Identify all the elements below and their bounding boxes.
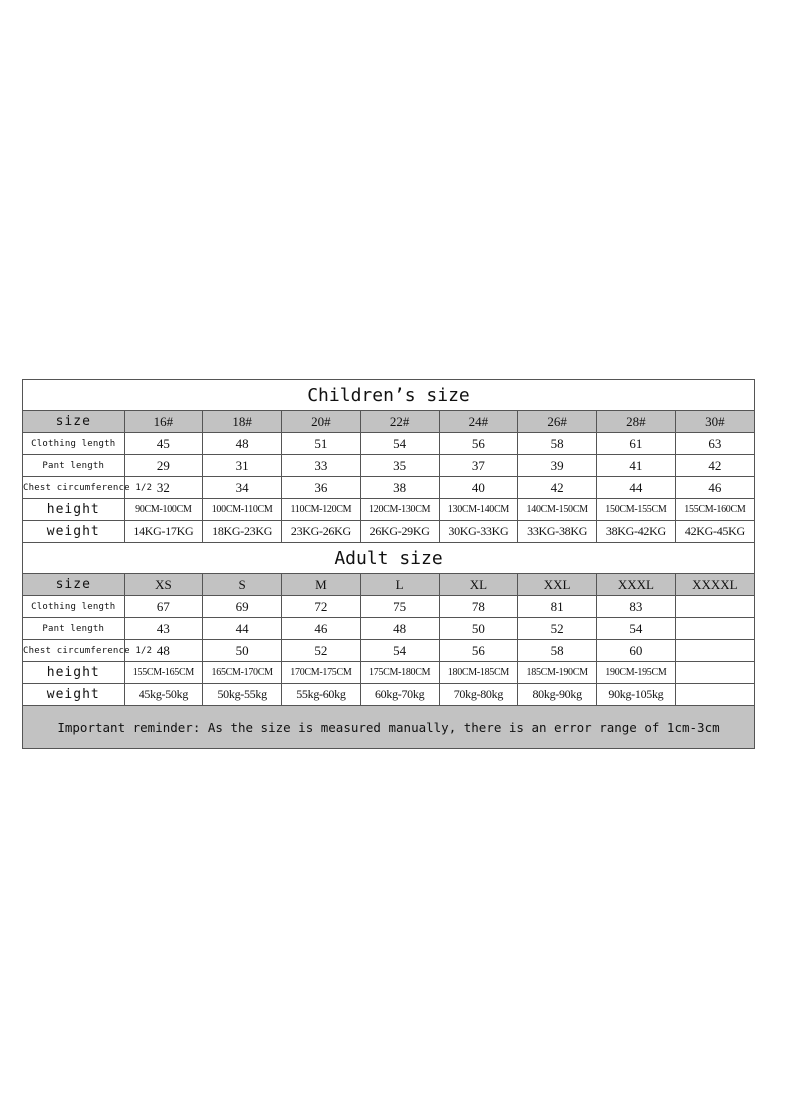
table-cell: 38KG-42KG (597, 521, 676, 543)
row-label: height (23, 499, 124, 521)
table-cell: 180CM-185CM (439, 662, 518, 684)
table-cell: 58 (518, 433, 597, 455)
table-cell: 155CM-165CM (124, 662, 203, 684)
table-cell: 51 (282, 433, 361, 455)
adult-size-table (23, 574, 754, 706)
table-cell: 90kg-105kg (597, 684, 676, 706)
header-row (23, 574, 754, 596)
table-row (23, 684, 754, 706)
table-row (23, 477, 754, 499)
table-cell: 45kg-50kg (124, 684, 203, 706)
table-cell (675, 662, 754, 684)
table-cell: 34 (203, 477, 282, 499)
table-cell: 58 (518, 640, 597, 662)
table-cell: 50kg-55kg (203, 684, 282, 706)
table-cell: 175CM-180CM (360, 662, 439, 684)
table-cell: 165CM-170CM (203, 662, 282, 684)
row-label: height (23, 662, 124, 684)
table-cell: 70kg-80kg (439, 684, 518, 706)
table-cell: 120CM-130CM (360, 499, 439, 521)
table-cell: 56 (439, 640, 518, 662)
size-header-cell: 18# (203, 411, 282, 433)
row-label: Clothing length (23, 596, 124, 618)
table-cell: 83 (597, 596, 676, 618)
table-cell: 33 (282, 455, 361, 477)
table-cell: 63 (675, 433, 754, 455)
table-cell: 48 (360, 618, 439, 640)
row-label: weight (23, 684, 124, 706)
size-label: size (23, 411, 124, 433)
table-cell: 50 (203, 640, 282, 662)
size-header-cell: 30# (675, 411, 754, 433)
table-cell (675, 596, 754, 618)
table-cell: 18KG-23KG (203, 521, 282, 543)
table-cell: 185CM-190CM (518, 662, 597, 684)
table-row (23, 596, 754, 618)
table-cell: 39 (518, 455, 597, 477)
size-header-cell: 22# (360, 411, 439, 433)
row-label: Chest circumference 1/2 (23, 640, 124, 662)
table-cell: 50 (439, 618, 518, 640)
table-row (23, 662, 754, 684)
size-header-cell: XXXXL (675, 574, 754, 596)
table-cell: 41 (597, 455, 676, 477)
table-cell: 61 (597, 433, 676, 455)
table-cell: 54 (360, 640, 439, 662)
table-cell: 26KG-29KG (360, 521, 439, 543)
table-cell: 170CM-175CM (282, 662, 361, 684)
table-cell: 45 (124, 433, 203, 455)
table-cell: 38 (360, 477, 439, 499)
table-cell: 150CM-155CM (597, 499, 676, 521)
table-cell: 78 (439, 596, 518, 618)
table-cell: 46 (675, 477, 754, 499)
table-cell: 140CM-150CM (518, 499, 597, 521)
table-cell: 43 (124, 618, 203, 640)
table-cell: 40 (439, 477, 518, 499)
adult-size-title: Adult size (23, 543, 754, 574)
table-cell: 31 (203, 455, 282, 477)
row-label: Pant length (23, 455, 124, 477)
table-cell: 44 (203, 618, 282, 640)
table-cell: 75 (360, 596, 439, 618)
table-cell: 100CM-110CM (203, 499, 282, 521)
size-header-cell: XL (439, 574, 518, 596)
important-reminder: Important reminder: As the size is measured manually, there is an error range of 1cm-3cm (23, 706, 754, 748)
size-header-cell: XXL (518, 574, 597, 596)
children-size-table (23, 411, 754, 543)
table-cell: 46 (282, 618, 361, 640)
table-cell: 60kg-70kg (360, 684, 439, 706)
size-header-cell: 16# (124, 411, 203, 433)
table-cell: 42 (518, 477, 597, 499)
children-size-title: Children’s size (23, 380, 754, 411)
table-cell: 190CM-195CM (597, 662, 676, 684)
table-cell: 81 (518, 596, 597, 618)
row-label: Clothing length (23, 433, 124, 455)
size-chart (22, 379, 755, 749)
table-cell: 130CM-140CM (439, 499, 518, 521)
table-cell: 35 (360, 455, 439, 477)
size-header-cell: XS (124, 574, 203, 596)
size-header-cell: S (203, 574, 282, 596)
size-header-cell: M (282, 574, 361, 596)
table-cell: 30KG-33KG (439, 521, 518, 543)
table-cell: 29 (124, 455, 203, 477)
size-header-cell: 24# (439, 411, 518, 433)
row-label: Pant length (23, 618, 124, 640)
table-cell: 155CM-160CM (675, 499, 754, 521)
row-label: weight (23, 521, 124, 543)
table-cell: 32 (124, 477, 203, 499)
header-row (23, 411, 754, 433)
table-row (23, 618, 754, 640)
size-header-cell: 28# (597, 411, 676, 433)
table-cell: 44 (597, 477, 676, 499)
table-cell: 48 (203, 433, 282, 455)
table-cell: 14KG-17KG (124, 521, 203, 543)
table-cell: 36 (282, 477, 361, 499)
row-label: Chest circumference 1/2 (23, 477, 124, 499)
table-row (23, 455, 754, 477)
table-row (23, 640, 754, 662)
table-cell: 54 (597, 618, 676, 640)
table-cell (675, 618, 754, 640)
table-cell: 23KG-26KG (282, 521, 361, 543)
table-cell: 42 (675, 455, 754, 477)
table-cell: 80kg-90kg (518, 684, 597, 706)
table-cell: 54 (360, 433, 439, 455)
table-cell: 42KG-45KG (675, 521, 754, 543)
table-row (23, 521, 754, 543)
table-cell: 90CM-100CM (124, 499, 203, 521)
table-cell: 67 (124, 596, 203, 618)
size-header-cell: L (360, 574, 439, 596)
size-label: size (23, 574, 124, 596)
table-cell: 37 (439, 455, 518, 477)
table-cell: 52 (282, 640, 361, 662)
size-header-cell: 20# (282, 411, 361, 433)
table-cell (675, 640, 754, 662)
size-header-cell: XXXL (597, 574, 676, 596)
table-cell: 69 (203, 596, 282, 618)
table-cell: 33KG-38KG (518, 521, 597, 543)
table-cell (675, 684, 754, 706)
table-cell: 72 (282, 596, 361, 618)
table-row (23, 433, 754, 455)
table-cell: 110CM-120CM (282, 499, 361, 521)
table-cell: 52 (518, 618, 597, 640)
size-header-cell: 26# (518, 411, 597, 433)
table-cell: 56 (439, 433, 518, 455)
table-row (23, 499, 754, 521)
table-cell: 60 (597, 640, 676, 662)
table-cell: 55kg-60kg (282, 684, 361, 706)
table-cell: 48 (124, 640, 203, 662)
